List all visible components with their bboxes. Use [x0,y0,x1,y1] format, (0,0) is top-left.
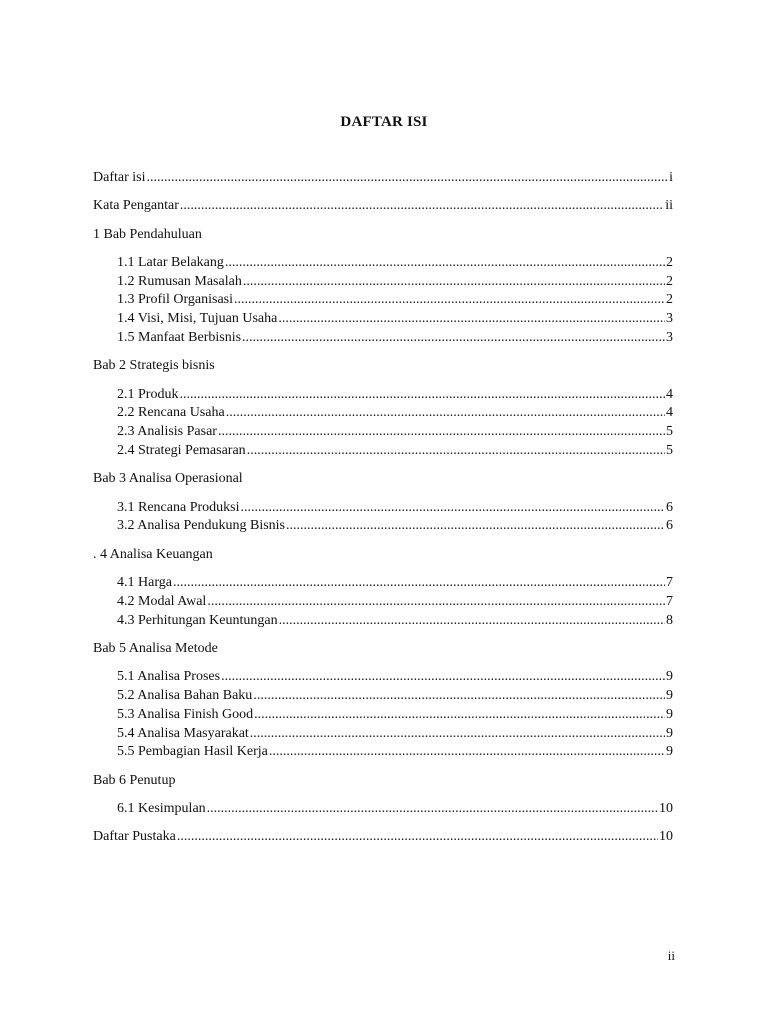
toc-page-number: 2 [666,292,673,308]
toc-entry [93,828,673,847]
dot-leader [225,254,665,273]
dot-leader [254,706,665,725]
toc-chapter-heading [93,357,673,376]
toc-entry-label: 3.2 Analisa Pendukung Bisnis [117,518,286,534]
toc-entry-label: Bab 2 Strategis bisnis [93,358,215,374]
toc-entry [93,743,673,762]
toc-entry-label: 5.4 Analisa Masyarakat [117,725,249,741]
toc-chapter-heading [93,226,673,245]
toc-page-number: 10 [659,829,673,845]
toc-page-number: 2 [666,254,673,270]
dot-leader [146,169,668,188]
toc-page-number: 8 [666,612,673,628]
dot-leader [218,423,665,442]
toc-page-number: 5 [666,443,673,459]
toc-entry [93,329,673,348]
dot-leader [243,273,665,292]
toc-page-number: 3 [666,330,673,346]
toc-entry-label: Daftar isi [93,170,146,185]
toc-entry-label: 6.1 Kesimpulan [117,801,206,817]
toc-page-number: 4 [666,386,673,402]
toc-entry-label: 2.3 Analisis Pasar [117,424,217,440]
toc-entry-label: Bab 6 Penutup [93,772,176,788]
toc-page-number: 6 [666,499,673,515]
dot-leader [221,668,665,687]
dot-leader [247,442,665,461]
dot-leader [279,612,665,631]
toc-entry [93,612,673,631]
toc-page-number: 7 [666,575,673,591]
toc-entry-label: . 4 Analisa Keuangan [93,546,213,562]
dot-leader [253,687,665,706]
toc-entry [93,169,673,188]
dot-leader [269,743,665,762]
toc-entry-label: 2.4 Strategi Pemasaran [117,443,246,459]
toc-entry [93,800,673,819]
table-of-contents [93,169,673,857]
page-number: ii [667,948,675,963]
dot-leader [234,291,665,310]
toc-entry [93,423,673,442]
toc-entry-label: 1.3 Profil Organisasi [117,292,234,308]
toc-page-number: 10 [659,801,673,817]
toc-entry [93,254,673,273]
toc-entry-label: 4.1 Harga [117,575,172,591]
toc-page-number: 3 [666,311,673,327]
dot-leader [226,404,665,423]
toc-entry-label: 1.4 Visi, Misi, Tujuan Usaha [117,311,278,327]
toc-page-number: 9 [666,744,673,760]
toc-page-number: 4 [666,405,673,421]
toc-entry [93,386,673,405]
toc-entry-label: 5.3 Analisa Finish Good [117,706,254,722]
toc-page-number: 6 [666,518,673,534]
toc-entry [93,442,673,461]
toc-entry [93,273,673,292]
toc-entry-label: 4.3 Perhitungan Keuntungan [117,612,278,628]
dot-leader [242,329,665,348]
toc-entry-label: Kata Pengantar [93,198,179,214]
toc-entry [93,593,673,612]
dot-leader [173,574,665,593]
toc-chapter-heading [93,640,673,659]
toc-entry [93,291,673,310]
toc-page-number: 9 [666,725,673,741]
toc-entry-label: 4.2 Modal Awal [117,593,207,609]
dot-leader [177,828,658,847]
dot-leader [207,800,658,819]
toc-entry [93,725,673,744]
toc-entry-label: 3.1 Rencana Produksi [117,499,240,515]
toc-page-number: 9 [666,688,673,704]
toc-entry-label: 5.2 Analisa Bahan Baku [117,688,253,704]
dot-leader [240,499,665,518]
toc-entry-label: Bab 5 Analisa Metode [93,640,218,656]
toc-entry [93,706,673,725]
toc-entry-label: Bab 3 Analisa Operasional [93,471,243,487]
page-title: DAFTAR ISI [340,114,428,130]
toc-entry-label: 1.2 Rumusan Masalah [117,273,242,289]
toc-entry-label: 5.5 Pembagian Hasil Kerja [117,744,268,760]
dot-leader [180,197,664,216]
toc-chapter-heading [93,546,673,565]
dot-leader [278,310,665,329]
toc-page-number: 5 [666,424,673,440]
dot-leader [250,725,665,744]
toc-chapter-heading [93,470,673,489]
toc-entry-label: 2.2 Rencana Usaha [117,405,225,421]
toc-page-number: 9 [666,706,673,722]
toc-page-number: 9 [666,669,673,685]
toc-page-number: 7 [666,593,673,609]
toc-entry-label: 1.5 Manfaat Berbisnis [117,330,242,346]
toc-entry [93,197,673,216]
dot-leader [286,517,665,536]
toc-entry [93,687,673,706]
toc-page-number: i [669,170,673,185]
toc-entry [93,574,673,593]
toc-entry [93,310,673,329]
toc-entry-label: 1 Bab Pendahuluan [93,226,202,242]
toc-entry [93,517,673,536]
toc-entry [93,404,673,423]
toc-chapter-heading [93,772,673,791]
dot-leader [207,593,665,612]
toc-entry-label: 2.1 Produk [117,386,179,402]
toc-entry-label: Daftar Pustaka [93,829,176,845]
toc-page-number: ii [665,198,673,214]
toc-entry-label: 1.1 Latar Belakang [117,254,224,270]
dot-leader [179,386,665,405]
toc-page-number: 2 [666,273,673,289]
toc-entry [93,668,673,687]
toc-entry [93,499,673,518]
toc-entry-label: 5.1 Analisa Proses [117,669,221,685]
